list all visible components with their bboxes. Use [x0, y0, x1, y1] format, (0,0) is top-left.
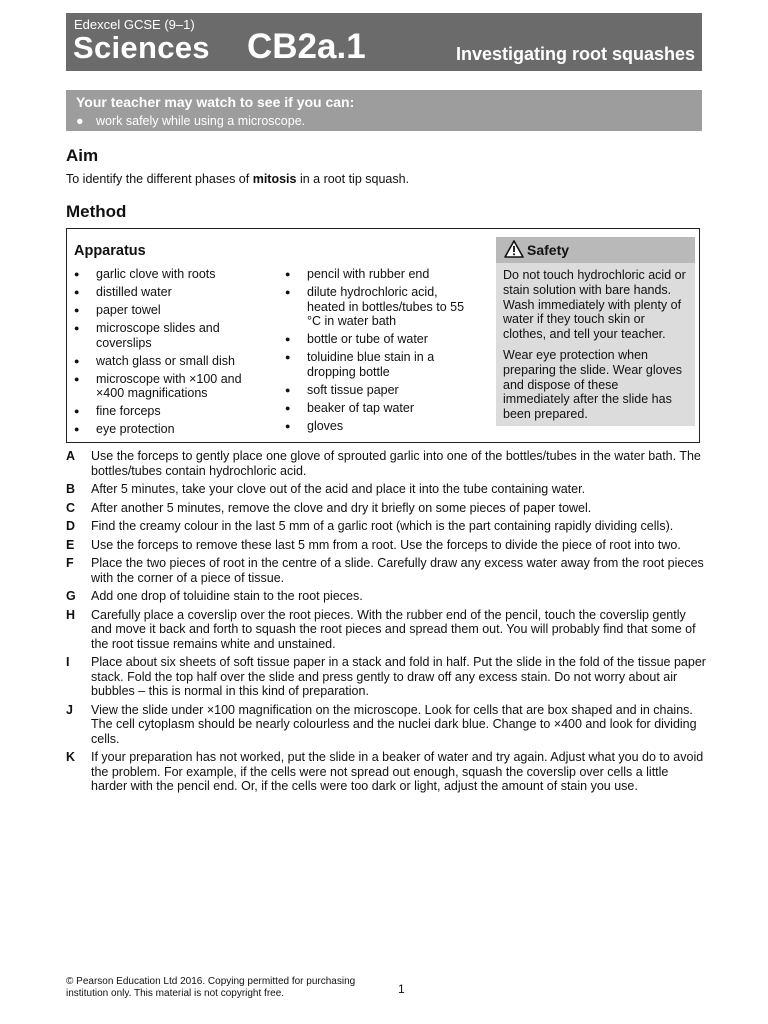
apparatus-item: ● soft tissue paper [285, 383, 465, 398]
aim-text: To identify the different phases of mitosis in a root tip squash. [66, 172, 410, 186]
aim-heading: Aim [66, 146, 99, 165]
step-text: Use the forceps to gently place one glove of sprouted garlic into one of the bottles/tubes in the water bath. The bottles/tubes contain hydrochloric acid. [91, 449, 701, 478]
apparatus-item: ● toluidine blue stain in a dropping bottle [285, 350, 465, 379]
step-text: Use the forceps to remove these last 5 mm from a root. Use the forceps to divide the piece of root into two. [91, 537, 681, 552]
bullet: ● [76, 114, 84, 128]
step-letter: G [66, 589, 76, 603]
step-letter: I [66, 655, 70, 669]
apparatus-item: ● beaker of tap water [285, 401, 465, 416]
method-step [66, 538, 706, 553]
teacher-observation-box [66, 90, 702, 131]
method-step [66, 519, 706, 534]
apparatus-title: Apparatus [74, 243, 146, 259]
method-heading: Method [66, 202, 127, 221]
teacher-box-title: Your teacher may watch to see if you can: [76, 94, 355, 110]
copyright-notice: © Pearson Education Ltd 2016. Copying permitted for purchasing institution only. This material is not copyright free. [66, 976, 356, 999]
activity-title: Investigating root squashes [455, 44, 695, 64]
method-box [66, 228, 700, 443]
step-text: View the slide under ×100 magnification on the microscope. Look for cells that are box shaped and in chains. The cell cytoplasm should be nearly colourless and the nuclei dark blue. Change to ×400 and look for dividing cells. [91, 702, 697, 746]
apparatus-item: ● distilled water [74, 285, 269, 300]
step-text: Place about six sheets of soft tissue paper in a stack and fold in half. Put the slide in the fold of the tissue paper stack. Fold the top half over the slide and press gently to draw off any excess stain. Do not worry about air bubbles – this is normal in this kind of preparation. [91, 655, 706, 698]
step-text: Place the two pieces of root in the centre of a slide. Carefully draw any excess water away from the root pieces with the corner of a piece of tissue. [91, 556, 704, 585]
page-number: 1 [398, 982, 405, 996]
step-text: Find the creamy colour in the last 5 mm of a garlic root (which is the part containing rapidly dividing cells). [91, 519, 674, 533]
method-steps [66, 449, 706, 798]
step-letter: B [66, 482, 76, 496]
step-letter: A [66, 449, 76, 463]
step-letter: F [66, 556, 74, 570]
safety-paragraph: Do not touch hydrochloric acid or stain solution with bare hands. Wash immediately with plenty of water if they touch skin or clothes, and tell your teacher. [503, 268, 686, 342]
subject-title: Sciences [73, 30, 210, 65]
method-step [66, 556, 706, 585]
apparatus-item: ● microscope slides and coverslips [74, 321, 269, 350]
apparatus-item: ● bottle or tube of water [285, 332, 465, 347]
apparatus-item: ● fine forceps [74, 404, 269, 419]
method-step [66, 449, 706, 478]
safety-paragraph: Wear eye protection when preparing the slide. Wear gloves and dispose of these immediately after the slide has been prepared. [503, 347, 683, 422]
apparatus-item: ● eye protection [74, 422, 269, 437]
step-text: If your preparation has not worked, put the slide in a beaker of water and try again. Adjust what you do to avoid the problem. For example, if the cells were not spread out enough, squash the coverslip over cells a little harder with the pencil end. Or, if the cells were too dark or light, adjust the amount of stain you use. [91, 750, 704, 793]
apparatus-item: ● dilute hydrochloric acid, heated in bottles/tubes to 55 °C in water bath [285, 285, 465, 329]
method-step [66, 608, 706, 652]
page-header [66, 13, 702, 71]
method-step [66, 750, 706, 794]
apparatus-item: ● microscope with ×100 and ×400 magnifications [74, 372, 269, 401]
method-step [66, 703, 706, 747]
apparatus-item: ● garlic clove with roots [74, 267, 269, 282]
apparatus-item: ● paper towel [74, 303, 269, 318]
method-step [66, 655, 706, 699]
activity-code: CB2a.1 [247, 27, 366, 66]
apparatus-list-right [285, 267, 465, 437]
step-letter: D [66, 519, 76, 533]
apparatus-item: ● gloves [285, 419, 465, 434]
apparatus-item: ● pencil with rubber end [285, 267, 465, 282]
method-step [66, 589, 706, 604]
step-letter: H [66, 607, 76, 622]
safety-box [496, 237, 695, 426]
apparatus-list-left [74, 267, 269, 440]
step-text: After another 5 minutes, remove the clove and dry it briefly on some pieces of paper towel. [91, 500, 592, 515]
safety-title: Safety [527, 242, 570, 258]
method-step [66, 482, 706, 497]
step-text: Carefully place a coverslip over the root pieces. With the rubber end of the pencil, touch the coverslip gently and move it back and forth to squash the root pieces and spread them out. You will probably find that some of the root tissue remains white and unstained. [91, 607, 696, 651]
apparatus-item: ● watch glass or small dish [74, 354, 269, 369]
step-text: Add one drop of toluidine stain to the root pieces. [91, 589, 363, 603]
step-text: After 5 minutes, take your clove out of the acid and place it into the tube containing water. [91, 482, 586, 496]
safety-header [496, 237, 695, 263]
warning-triangle-icon [504, 240, 527, 261]
step-letter: C [66, 500, 76, 515]
teacher-box-item: ● work safely while using a microscope. [76, 114, 306, 128]
step-letter: E [66, 537, 75, 552]
method-step [66, 501, 706, 516]
step-letter: J [66, 702, 73, 717]
brand-label: Edexcel GCSE (9–1) [74, 17, 195, 32]
step-letter: K [66, 750, 76, 764]
